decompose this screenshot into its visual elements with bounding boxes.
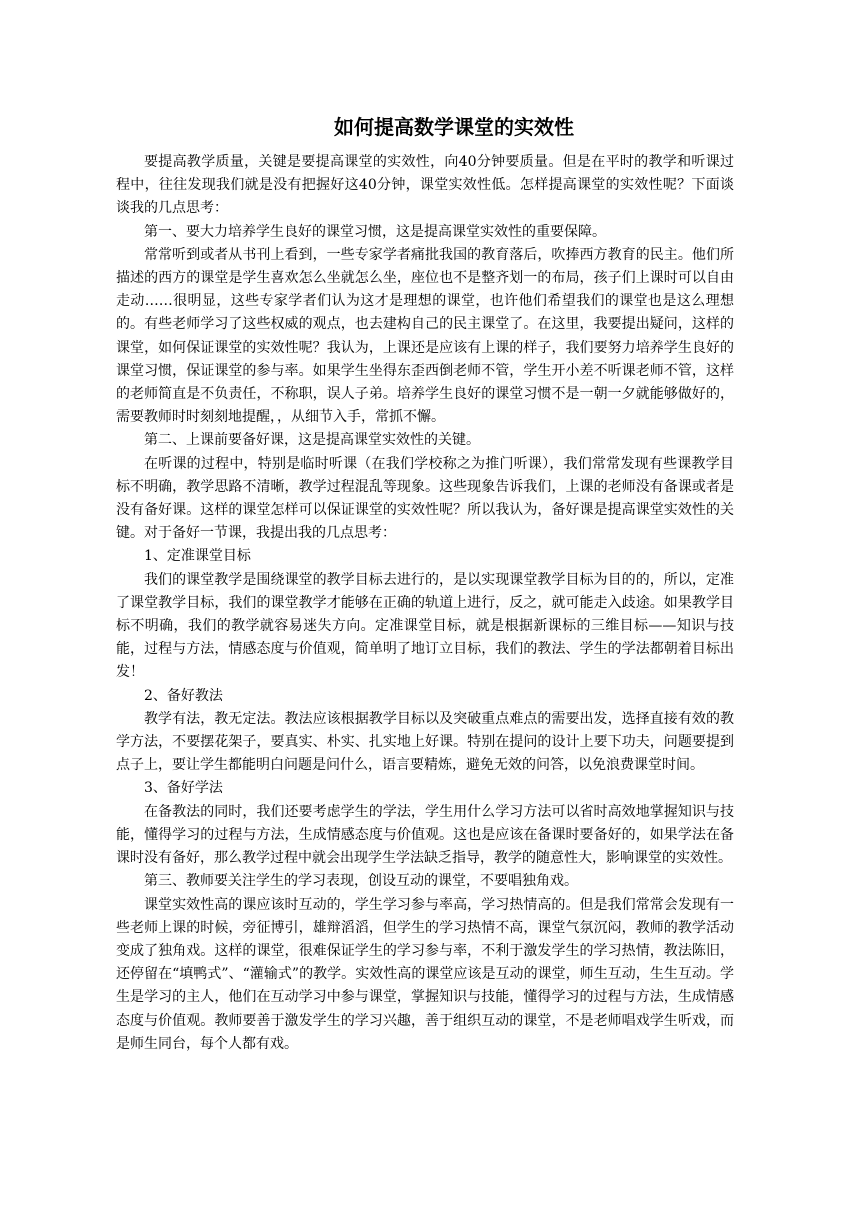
paragraph-teaching-methods-body: 教学有法，教无定法。教法应该根据教学目标以及突破重点难点的需要出发，选择直接有效的教学方法，不要摆花架子，要真实、朴实、扎实地上好课。特别在提问的设计上要下功夫，问题要提到点子上，要让学生都能明白问题是问什么，语言要精炼，避免无效的问答，以免浪费课堂时间。 bbox=[116, 710, 734, 774]
paragraph-learning-methods-body: 在备教法的同时，我们还要考虑学生的学法，学生用什么学习方法可以省时高效地掌握知识与技能，懂得学习的过程与方法，生成情感态度与价值观。这也是应该在备课时要备好的，如果学法在备课时没有备好，那么教学过程中就会出现学生学法缺乏指导，教学的随意性大，影响课堂的实效性。 bbox=[116, 803, 734, 867]
paragraph-intro: 要提高教学质量，关键是要提高课堂的实效性，向40分钟要质量。但是在平时的教学和听课过程中，往往发现我们就是没有把握好这40分钟，课堂实效性低。怎样提高课堂的实效性呢？下面谈谈我的几点思考： bbox=[116, 154, 734, 217]
document-body bbox=[116, 151, 734, 1056]
paragraph-point-one-body: 常常听到或者从书刊上看到，一些专家学者痛批我国的教育落后，吹捧西方教育的民主。他们所描述的西方的课堂是学生喜欢怎么坐就怎么坐，座位也不是整齐划一的布局，孩子们上课时可以自由走动……很明显，这些专家学者们认为这才是理想的课堂，也许他们希望我们的课堂也是这么理想的。有些老师学习了这些权威的观点，也去建构自己的民主课堂了。在这里，我要提出疑问，这样的课堂，如何保证课堂的实效性呢？我认为，上课还是应该有上课的样子，我们要努力培养学生良好的课堂习惯，保证课堂的参与率。如果学生坐得东歪西倒老师不管，学生开小差不听课老师不管，这样的老师简直是不负责任，不称职，误人子弟。培养学生良好的课堂习惯不是一朝一夕就能够做好的，需要教师时时刻刻地提醒，，从细节入手，常抓不懈。 bbox=[116, 246, 734, 426]
subheading-teaching-methods: 2、备好教法 bbox=[144, 687, 223, 704]
paragraph-point-two-heading: 第二、上课前要备好课，这是提高课堂实效性的关键。 bbox=[144, 432, 480, 449]
subheading-goals: 1、定准课堂目标 bbox=[144, 548, 251, 565]
paragraph-point-three-body: 课堂实效性高的课应该时互动的，学生学习参与率高，学习热情高的。但是我们常常会发现有一些老师上课的时候，旁征博引，雄辩滔滔，但学生的学习热情不高，课堂气氛沉闷，教师的教学活动变成了独角戏。这样的课堂，很难保证学生的学习参与率，不利于激发学生的学习热情，教法陈旧，还停留在“填鸭式”、“灌输式”的教学。实效性高的课堂应该是互动的课堂，师生互动，生生互动。学生是学习的主人，他们在互动学习中参与课堂，掌握知识与技能，懂得学习的过程与方法，生成情感态度与价值观。教师要善于激发学生的学习兴趣，善于组织互动的课堂，不是老师唱戏学生听戏，而是师生同台，每个人都有戏。 bbox=[116, 896, 734, 1052]
paragraph-point-three-heading: 第三、教师要关注学生的学习表现，创设互动的课堂，不要唱独角戏。 bbox=[144, 873, 578, 890]
paragraph-point-one-heading: 第一、要大力培养学生良好的课堂习惯，这是提高课堂实效性的重要保障。 bbox=[144, 223, 606, 240]
paragraph-point-two-body: 在听课的过程中，特别是临时听课（在我们学校称之为推门听课），我们常常发现有些课教学目标不明确，教学思路不清晰，教学过程混乱等现象。这些现象告诉我们，上课的老师没有备课或者是没有备好课。这样的课堂怎样可以保证课堂的实效性呢？所以我认为，备好课是提高课堂实效性的关键。对于备好一节课，我提出我的几点思考： bbox=[116, 455, 734, 542]
subheading-learning-methods: 3、备好学法 bbox=[144, 780, 223, 797]
paragraph-goals-body: 我们的课堂教学是围绕课堂的教学目标去进行的，是以实现课堂教学目标为目的的，所以，定准了课堂教学目标，我们的课堂教学才能够在正确的轨道上进行，反之，就可能走入歧途。如果教学目标不明确，我们的教学就容易迷失方向。定准课堂目标，就是根据新课标的三维目标——知识与技能，过程与方法，情感态度与价值观，简单明了地订立目标，我们的教法、学生的学法都朝着目标出发！ bbox=[116, 571, 734, 681]
document-title: 如何提高数学课堂的实效性 bbox=[334, 115, 574, 139]
